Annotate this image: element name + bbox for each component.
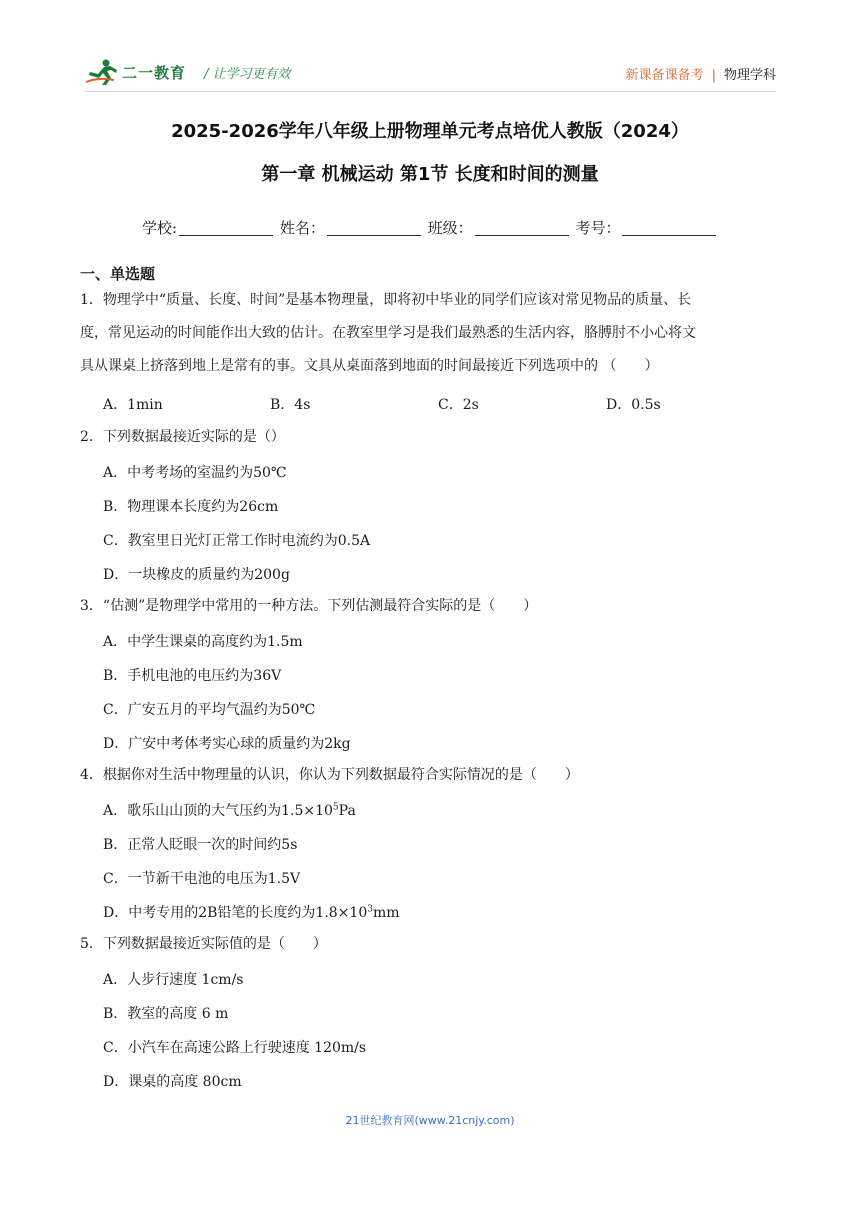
header-divider — [84, 91, 776, 92]
question-4-option-a-exponent: 5 — [332, 802, 339, 813]
question-5-option-d[interactable]: D．课桌的高度 80cm — [103, 1074, 242, 1090]
question-1-line-1: 1．物理学中“质量、长度、时间”是基本物理量，即将初中毕业的同学们应该对常见物品的质量、长 — [80, 292, 692, 308]
question-1-option-d[interactable]: D．0.5s — [606, 397, 661, 413]
class-label: 班级： — [427, 219, 473, 237]
question-1-option-b[interactable]: B．4s — [270, 397, 311, 413]
question-2-option-b[interactable]: B．物理课本长度约为26cm — [103, 499, 279, 515]
question-1-option-a[interactable]: A．1min — [103, 397, 163, 413]
slogan: / 让学习更有效 — [204, 67, 291, 82]
question-1-line-3: 具从课桌上挤落到地上是常有的事。文具从桌面落到地面的时间最接近下列选项中的 （ ） — [80, 358, 659, 374]
question-3-option-b[interactable]: B．手机电池的电压约为36V — [103, 668, 282, 684]
question-5-option-c[interactable]: C．小汽车在高速公路上行驶速度 120m/s — [103, 1040, 367, 1056]
student-info — [142, 217, 718, 238]
question-2-stem: 2．下列数据最接近实际的是（） — [80, 429, 285, 445]
header-subject-label: 物理学科 — [723, 68, 776, 83]
page-header — [84, 56, 776, 90]
question-4-option-a-text: A．歌乐山山顶的大气压约为1.5×10 — [103, 803, 333, 819]
page-title: 2025-2026学年八年级上册物理单元考点培优人教版（2024） — [171, 121, 689, 142]
page-subtitle: 第一章 机械运动 第1节 长度和时间的测量 — [261, 164, 599, 185]
school-blank[interactable] — [179, 219, 273, 236]
name-label: 姓名： — [279, 219, 325, 237]
question-3-option-c[interactable]: C．广安五月的平均气温约为50℃ — [103, 702, 316, 718]
question-4-option-b[interactable]: B．正常人眨眼一次的时间约5s — [103, 837, 298, 853]
header-separator: | — [711, 68, 716, 83]
question-5-option-b[interactable]: B．教室的高度 6 m — [103, 1006, 229, 1022]
section-heading: 一、单选题 — [80, 265, 156, 283]
question-5-option-a[interactable]: A．人步行速度 1cm/s — [103, 972, 244, 988]
school-label: 学校: — [142, 219, 178, 237]
question-2-option-a[interactable]: A．中考考场的室温约为50℃ — [103, 465, 287, 481]
question-1-option-c[interactable]: C．2s — [438, 397, 479, 413]
question-4-option-d-text: D．中考专用的2B铅笔的长度约为1.8×10 — [103, 905, 368, 921]
number-label: 考号： — [575, 219, 621, 237]
question-4-stem: 4．根据你对生活中物理量的认识，你认为下列数据最符合实际情况的是（ ） — [80, 767, 579, 783]
question-4-option-d-exponent: 3 — [367, 904, 373, 915]
question-3-option-d[interactable]: D．广安中考体考实心球的质量约为2kg — [103, 736, 351, 752]
header-course-label: 新课备课备考 — [625, 68, 704, 83]
question-4-option-a[interactable] — [103, 800, 356, 820]
number-blank[interactable] — [622, 219, 716, 236]
question-5-stem: 5．下列数据最接近实际值的是（ ） — [80, 936, 327, 952]
class-blank[interactable] — [475, 219, 569, 236]
page-footer[interactable]: 21世纪教育网(www.21cnjy.com) — [345, 1114, 515, 1127]
question-1-stem — [80, 284, 780, 383]
logo-text: 二一教育 — [122, 64, 187, 82]
question-2-option-d[interactable]: D．一块橡皮的质量约为200g — [103, 567, 290, 583]
logo — [84, 56, 194, 88]
header-right — [626, 64, 776, 83]
question-1-line-2: 度，常见运动的时间能作出大致的估计。在教室里学习是我们最熟悉的生活内容，胳膊肘不小心将文 — [80, 325, 696, 341]
question-3-option-a[interactable]: A．中学生课桌的高度约为1.5m — [103, 634, 303, 650]
runner-logo-icon — [84, 58, 120, 86]
question-4-option-a-unit: Pa — [338, 803, 356, 819]
question-4-option-c[interactable]: C．一节新干电池的电压为1.5V — [103, 871, 301, 887]
question-4-option-d-unit: mm — [372, 905, 400, 921]
question-4-option-d[interactable] — [103, 902, 400, 922]
question-2-option-c[interactable]: C．教室里日光灯正常工作时电流约为0.5A — [103, 533, 371, 549]
name-blank[interactable] — [327, 219, 421, 236]
question-3-stem: 3．“估测”是物理学中常用的一种方法。下列估测最符合实际的是（ ） — [80, 598, 538, 614]
